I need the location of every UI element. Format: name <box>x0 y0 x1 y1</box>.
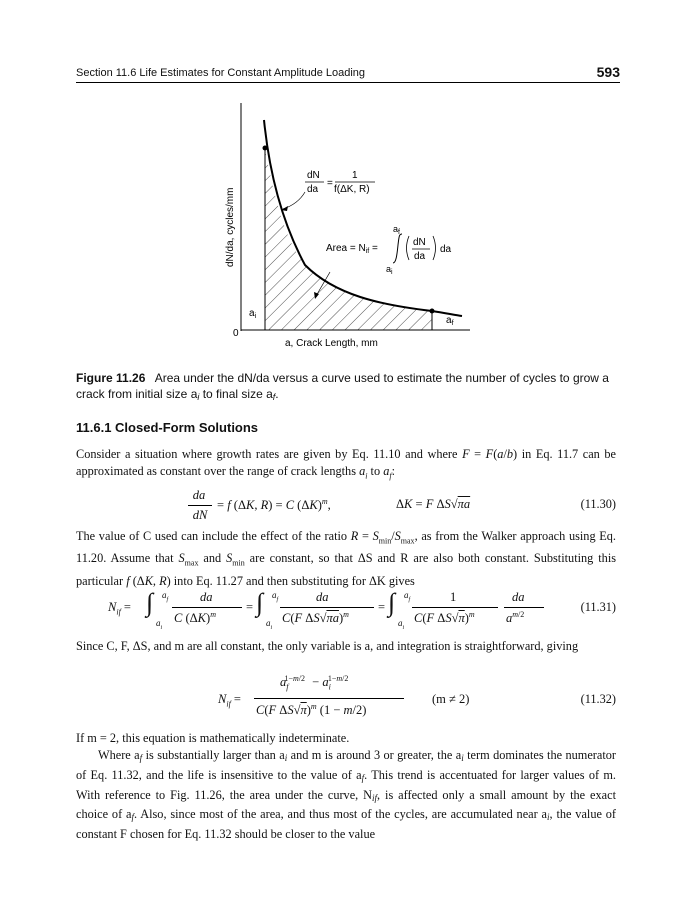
origin-label: 0 <box>233 328 239 339</box>
running-header: Section 11.6 Life Estimates for Constant Amplitude Loading <box>76 67 366 79</box>
figure-caption: Figure 11.26 Area under the dN/da versus a curve used to estimate the number of cycles to grow a crack from initial size ai to final size af. <box>76 371 609 402</box>
svg-text:da: da <box>414 251 426 262</box>
eq-rhs-den: f(ΔK, R) <box>334 184 370 195</box>
paragraph-4: If m = 2, this equation is mathematically indeterminate. <box>76 731 350 745</box>
paragraph-1: Consider a situation where growth rates are given by Eq. 11.10 and where F = F(a/b) in Eq. 11.7 can be approximated as constant over the range of crack lengths $a_i$ to $a_f$: <box>76 447 617 481</box>
section-title: 11.6.1 Closed-Form Solutions <box>76 420 259 435</box>
eq-da: da <box>307 184 319 195</box>
af-point <box>430 309 435 314</box>
af-label: $a_f$ <box>446 315 454 327</box>
svg-text:ai: $a_i$ <box>386 264 393 276</box>
svg-text:dN: dN <box>413 237 426 248</box>
ai-point <box>263 146 268 151</box>
figure-11-26 <box>0 0 690 360</box>
eq-number-11-32: (11.32) <box>580 692 616 706</box>
x-axis-label: a, Crack Length, mm <box>285 338 378 349</box>
svg-text:=: = <box>327 178 333 189</box>
caption-text-2: to final size a <box>199 386 273 401</box>
eq-number-11-31: (11.31) <box>580 600 616 614</box>
ai-label: $a_i$ <box>249 308 257 320</box>
eq-condition: (m ≠ 2) <box>432 692 470 706</box>
paragraph-5: Where af is substantially larger than ai and m is around 3 or greater, the ai term dominates the numerator of Eq. 11.32, and the life is insensitive to the value of af. This trend is accentuated for larger values of m. With reference to Fig. 11.26, the area under the curve, Nif, is affected only a small amount by the exact choice of af. Also, since most of the area, and thus most of the cycles, are accumulated near ai, the value of constant F chosen for Eq. 11.32 should be closer to the value <box>76 748 617 842</box>
hatched-area <box>265 150 432 330</box>
equation-11-30: da dN = f (ΔK, R) = C $(\Delta K)^m$, ΔK = F ΔS√πa (11.30) <box>76 488 616 532</box>
caption-text: Area under the dN/da versus a curve used to estimate the number of cycles to grow a crack from initial size a <box>76 371 609 401</box>
paragraph-2: The value of C used can include the effect of the ratio $R = S_{min}/S_{max}$, as from the Walker approach using Eq. 11.20. Assume that $S_{max}$ and $S_{min}$ are constant, so that ΔS and R are also both constant. Substituting this particular f (ΔK, R) into Eq. 11.27 and then substituting for ΔK gives <box>76 529 617 588</box>
eq-dn: dN <box>307 170 320 181</box>
svg-text:af: $a_f$ <box>393 224 400 236</box>
page-number: 593 <box>596 64 620 80</box>
eq-rhs-num: 1 <box>352 170 358 181</box>
y-axis-label: dN/da, cycles/mm <box>225 187 236 267</box>
paragraph-3: Since C, F, ΔS, and m are all constant, the only variable is a, and integration is straightforward, giving <box>76 639 579 653</box>
eq-number-11-30: (11.30) <box>580 497 616 511</box>
equation-11-32: $N_{if}$ = $a_f^{1-m/2} - a_i^{1-m/2}$ C(F ΔS√π)$^m$ (1 − m/2) (m ≠ 2) (11.32) <box>218 674 616 718</box>
area-label: Area = $N_{if}$ = <box>326 243 378 255</box>
equation-11-31: $N_{if}$ = ∫ $a_f$ $a_i$ da C $(\Delta K)^m$ = ∫ $a_f$ $a_i$ da C(F ΔS√πa)$^m$ = ∫ $a_f$ $a_i$ 1 C(F ΔS√π)$^m$ da $a^{m/2}$ (11.31) <box>108 588 616 631</box>
integral-sign <box>393 234 402 263</box>
caption-label: Figure 11.26 <box>76 371 146 385</box>
svg-text:da: da <box>440 244 452 255</box>
